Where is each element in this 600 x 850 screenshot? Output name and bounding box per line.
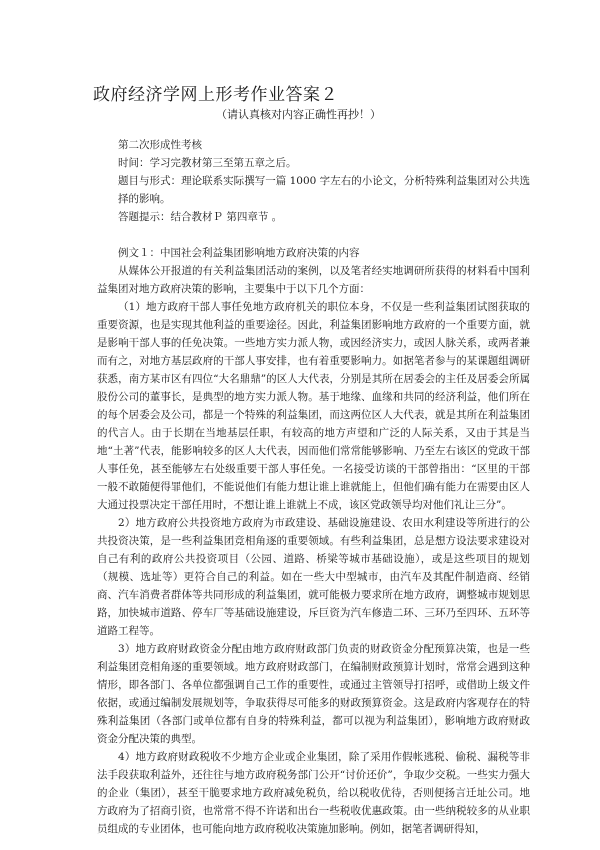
topic-line: 题目与形式：理论联系实际撰写一篇 1000 字左右的小论文，分析特殊利益集团对公共选择的影响。 — [118, 175, 530, 205]
example-title: 例文１：中国社会利益集团影响地方政府决策的内容 — [118, 247, 360, 259]
point3-paragraph: 3）地方政府财政资金分配由地方政府财政部门负责的财政资金分配预算决策，也是一些利益集团竞相角逐的重要领域。地方政府财政部门，在编制财政预算计划时，常常会遇到这种情形，即各部门、各单位都强调自己工作的重要性，或通过主管领导打招呼，或借助上级文件依据，或通过编制发展规划等，争取获得尽可能多的财政预算资金。这是政府内客观存在的特殊利益集团（各部门或单位都有自身的特殊利益，都可以视为利益集团），影响地方政府财政资金分配决策的典型。 — [97, 643, 530, 745]
document-title: 政府经济学网上形考作业答案２ — [93, 85, 338, 105]
document-subtitle: （请认真核对内容正确性再抄！） — [216, 108, 381, 121]
hint-line: 答题提示：结合教材Ｐ 第四章节 。 — [118, 211, 283, 223]
point4-paragraph: 4）地方政府财政税收不少地方企业或企业集团，除了采用作假帐逃税、偷税、漏税等非法手段获取利益外，还往往与地方政府税务部门公开“讨价还价”，争取少交税。一些实力强大的企业（集团），甚至干脆要求地方政府减免税负，给以税收优待，否则便扬言迁址公司。地方政府为了招商引资，也常常不得不许诺和出台一些税收优惠政策。由一些纳税较多的从业职员组成的专业团体，也可能向地方政府税收决策施加影响。例如，据笔者调研得知， — [97, 751, 530, 835]
section-title: 第二次形成性考核 — [118, 139, 202, 151]
essay-block — [97, 244, 530, 838]
assignment-block — [118, 154, 530, 226]
point2-paragraph: 2）地方政府公共投资地方政府为市政建设、基础设施建设、农田水利建设等所进行的公共投资决策，是一些利益集团竞相角逐的重要领域。有些利益集团，总是想方设法要求建设对自己有利的政府公共投资项目（公园、道路、桥梁等城市基础设施），或是这些项目的规划（规模、选址等）更符合自己的利益。如在一些大中型城市，由汽车及其配件制造商、经销商、汽车消费者群体等共同形成的利益集团，就可能极力要求所在地方政府，调整城市规划思路，加快城市道路、停车厂等基础设施建设，斥巨资为汽车修造二环、三环乃至四环、五环等道路工程等。 — [97, 517, 530, 637]
time-line: 时间：学习完教材第三至第五章之后。 — [118, 157, 297, 169]
intro-paragraph: 从媒体公开报道的有关利益集团活动的案例，以及笔者经实地调研所获得的材料看中国利益集团对地方政府决策的影响，主要集中于以下几个方面： — [97, 265, 530, 295]
point1-paragraph: （1）地方政府干部人事任免地方政府机关的职位本身，不仅是一些利益集团试图获取的重要资源，也是实现其他利益的重要途径。因此，利益集团影响地方政府的一个重要方面，就是影响干部人事的任免决策。一些地方实力派人物，或因经济实力，或因人脉关系，或两者兼而有之，对地方基层政府的干部人事安排，也有着重要影响力。如据笔者参与的某课题组调研获悉，南方某市区有四位“大名鼎鼎”的区人大代表，分别是其所在居委会的主任及居委会所属股份公司的董事长，是典型的地方实力派人物。基于地缘、血缘和共同的经济利益，他们所在的每个居委会及公司，都是一个特殊的利益集团，而这两位区人大代表，就是其所在利益集团的代言人。由于长期在当地基层任职，有较高的地方声望和广泛的人际关系，又由于其是当地“土著”代表，能影响较多的区人大代表，因而他们常常能够影响、乃至左右该区的党政干部人事任免，甚至能够左右处级重要干部人事任免。一名接受访谈的干部曾指出：“区里的干部一般不敢随便得罪他们，不能说他们有能力想让谁上谁就能上，但他们确有能力在需要由区人大通过投票决定干部任用时，不想让谁上谁就上不成，该区党政领导均对他们礼让三分”。 — [97, 301, 530, 511]
header-block — [118, 136, 530, 154]
